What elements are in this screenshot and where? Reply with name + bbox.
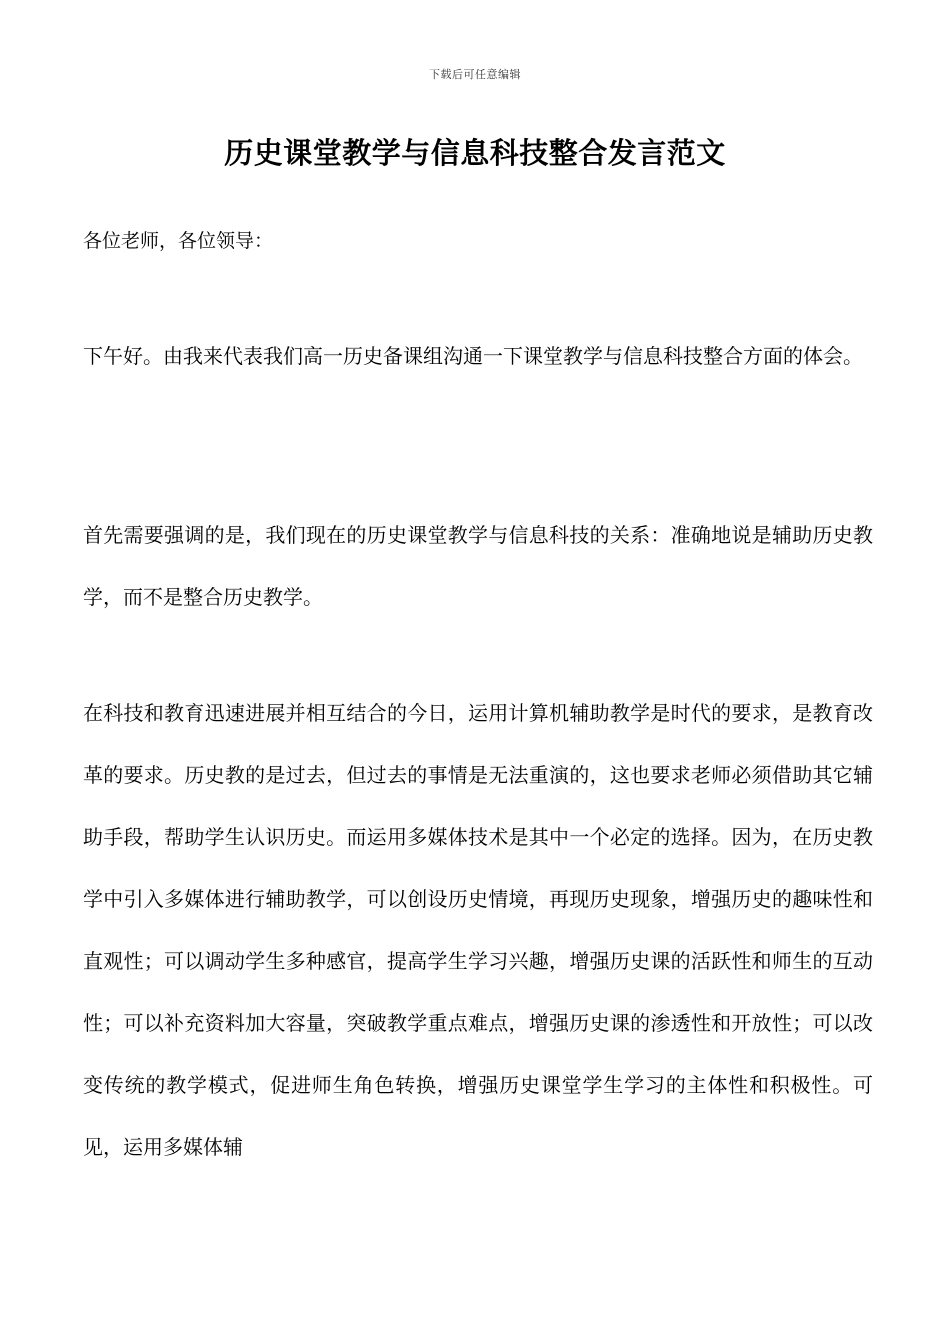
document-title: 历史课堂教学与信息科技整合发言范文: [224, 136, 726, 170]
paragraph-3: 在科技和教育迅速进展并相互结合的今日，运用计算机辅助教学是时代的要求，是教育改革的要求。历史教的是过去，但过去的事情是无法重演的，这也要求老师必须借助其它辅助手段，帮助学生认识历史。而运用多媒体技术是其中一个必定的选择。因为，在历史教学中引入多媒体进行辅助教学，可以创设历史情境，再现历史现象，增强历史的趣味性和直观性；可以调动学生多种感官，提高学生学习兴趣，增强历史课的活跃性和师生的互动性；可以补充资料加大容量，突破教学重点难点，增强历史课的渗透性和开放性；可以改变传统的教学模式，促进师生角色转换，增强历史课堂学生学习的主体性和积极性。可见，运用多媒体辅: [83, 701, 873, 1159]
greeting: 各位老师，各位领导：: [83, 230, 274, 252]
paragraph-2: 首先需要强调的是，我们现在的历史课堂教学与信息科技的关系：准确地说是辅助历史教学，而不是整合历史教学。: [83, 523, 873, 609]
paragraph-1: 下午好。由我来代表我们高一历史备课组沟通一下课堂教学与信息科技整合方面的体会。: [83, 344, 863, 368]
header-note: 下载后可任意编辑: [429, 68, 521, 81]
